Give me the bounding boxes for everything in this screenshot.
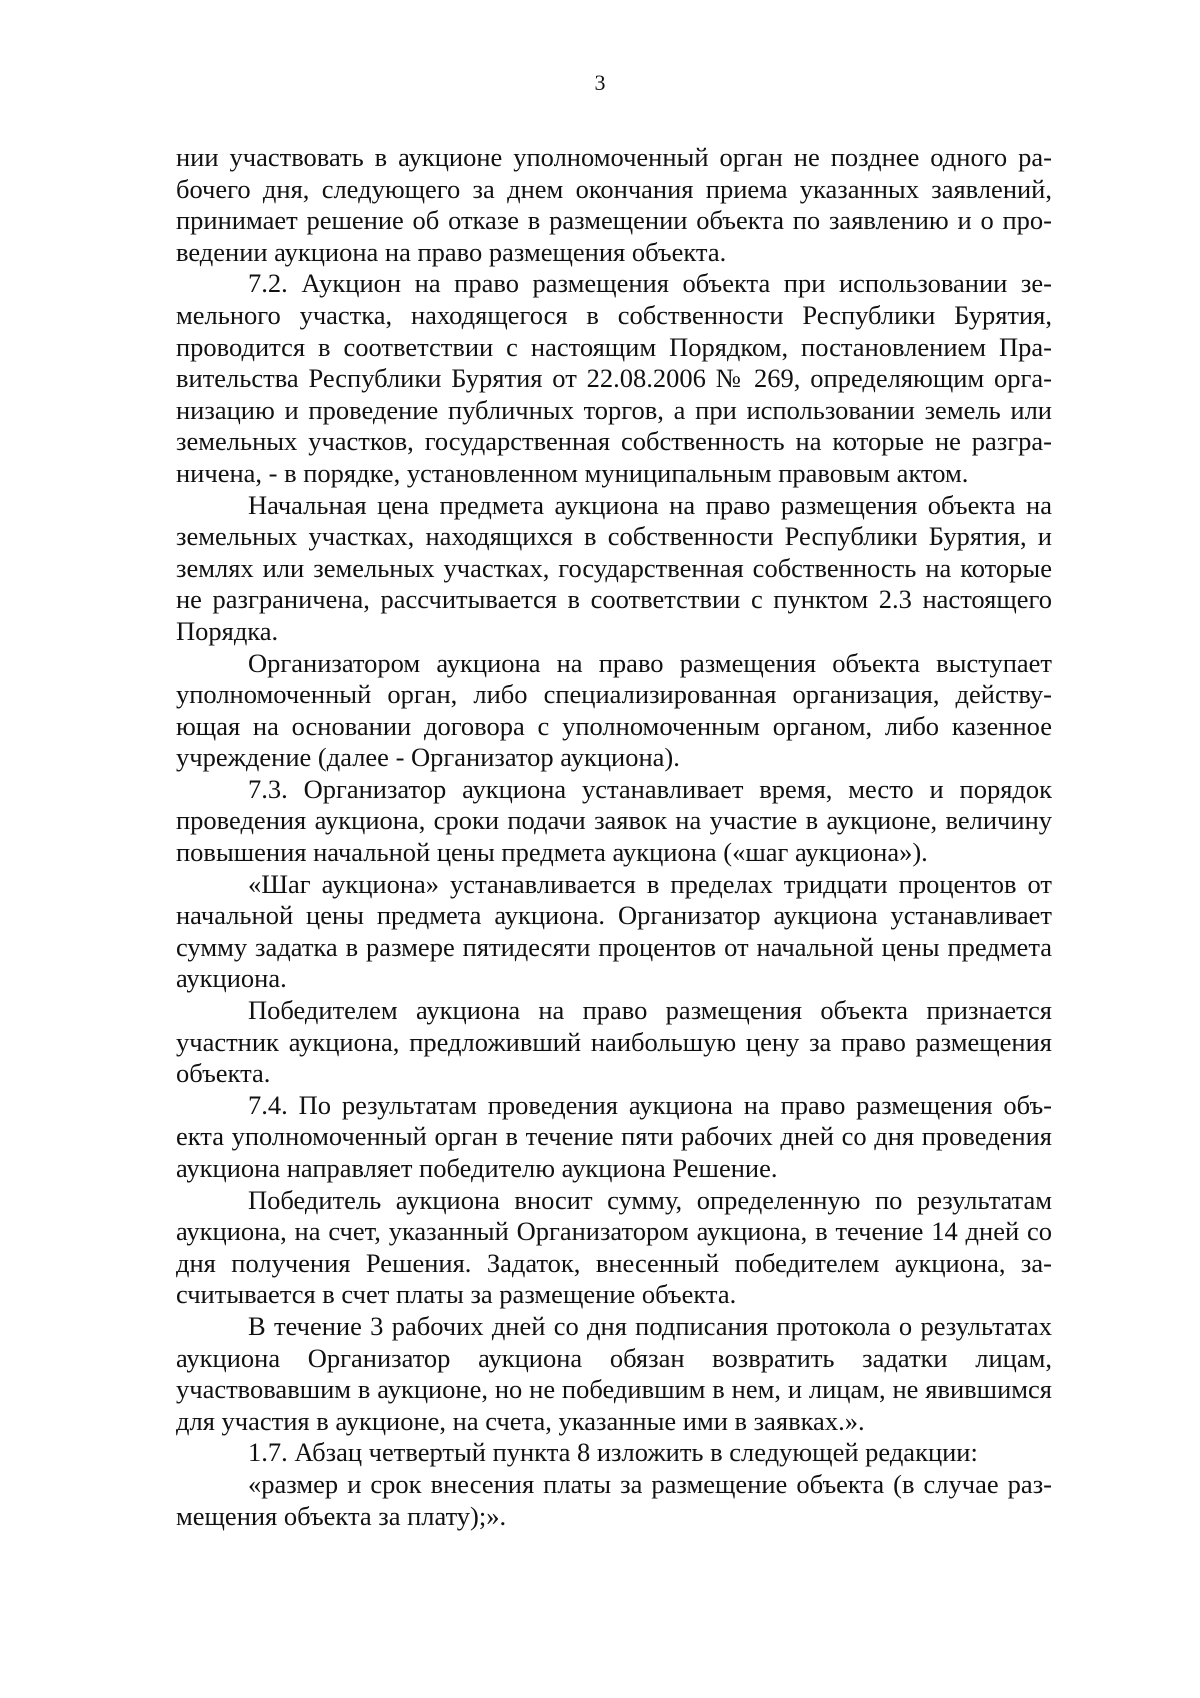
paragraph: «размер и срок внесения платы за размещение объекта (в случае размещения объекта за плату);». (176, 1468, 1052, 1531)
page-number: 3 (594, 70, 606, 95)
paragraph: Организатором аукциона на право размещения объекта выступает уполномоченный орган, либо специализированная организация, действующая на основании договора с уполномоченным органом, либо казенное учреждение (далее - Организатор аукциона). (176, 647, 1052, 773)
paragraph: нии участвовать в аукционе уполномоченный орган не позднее одного рабочего дня, следующего за днем окончания приема указанных заявлений, принимает решение об отказе в размещении объекта по заявлению и о проведении аукциона на право размещения объекта. (176, 142, 1052, 267)
paragraph: «Шаг аукциона» устанавливается в пределах тридцати процентов от начальной цены предмета аукциона. Организатор аукциона устанавливает сумму задатка в размере пятидесяти процентов от начальной цены предмета аукциона. (176, 868, 1052, 994)
paragraph: 7.3. Организатор аукциона устанавливает время, место и порядок проведения аукциона, сроки подачи заявок на участие в аукционе, величину повышения начальной цены предмета аукциона («шаг аукциона»). (176, 773, 1052, 868)
paragraph: 1.7. Абзац четвертый пункта 8 изложить в следующей редакции: (248, 1437, 978, 1468)
paragraph: В течение 3 рабочих дней со дня подписания протокола о результатах аукциона Организатор аукциона обязан возвратить задатки лицам, участвовавшим в аукционе, но не победившим в нем, и лицам, не явившимся для участия в аукционе, на счета, указанные ими в заявках.». (176, 1310, 1052, 1436)
paragraph: Победитель аукциона вносит сумму, определенную по результатам аукциона, на счет, указанный Организатором аукциона, в течение 14 дней со дня получения Решения. Задаток, внесенный победителем аукциона, засчитывается в счет платы за размещение объекта. (176, 1184, 1052, 1310)
paragraph: Победителем аукциона на право размещения объекта признается участник аукциона, предложивший наибольшую цену за право размещения объекта. (176, 995, 1052, 1089)
paragraph: 7.2. Аукцион на право размещения объекта при использовании земельного участка, находящегося в собственности Республики Бурятия, проводится в соответствии с настоящим Порядком, постановлением Правительства Республики Бурятия от 22.08.2006 № 269, определяющим организацию и проведение публичных торгов, а при использовании земель или земельных участков, государственная собственность на которые не разграничена, - в порядке, установленном муниципальным правовым актом. (176, 268, 1052, 488)
paragraph: Начальная цена предмета аукциона на право размещения объекта на земельных участках, находящихся в собственности Республики Бурятия, и землях или земельных участках, государственная собственность на которые не разграничена, рассчитывается в соответствии с пунктом 2.3 настоящего Порядка. (176, 489, 1052, 646)
paragraph: 7.4. По результатам проведения аукциона на право размещения объекта уполномоченный орган в течение пяти рабочих дней со дня проведения аукциона направляет победителю аукциона Решение. (176, 1089, 1052, 1183)
document-body (176, 142, 1052, 1532)
